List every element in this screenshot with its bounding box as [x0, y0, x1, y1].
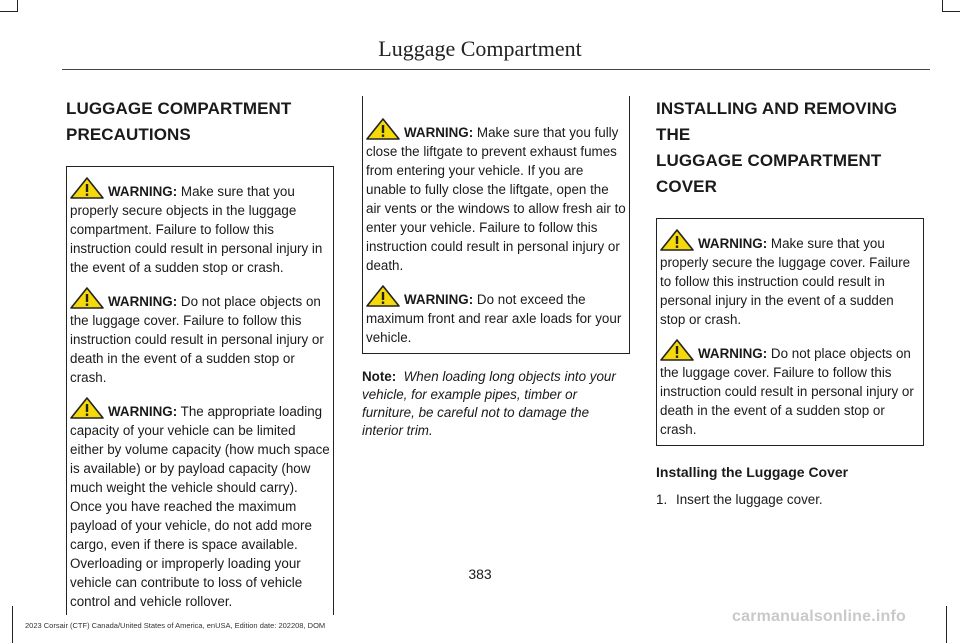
warning-triangle-icon	[366, 118, 400, 140]
crop-mark	[942, 11, 960, 12]
crop-mark	[0, 11, 18, 12]
page-number: 383	[468, 566, 492, 582]
warning-item: WARNING: Make sure that you fully close the liftgate to prevent exhaust fumes from entering your vehicle. If you are unable to fully close the liftgate, open the air vents or the windows to allow fresh air to enter your vehicle. Failure to follow this instruction could result in personal injury or death.	[366, 118, 626, 275]
warning-item: WARNING: Do not place objects on the luggage cover. Failure to follow this instruction could result in personal injury or death in the event of a sudden stop or crash.	[70, 287, 330, 387]
warning-triangle-icon	[660, 339, 694, 361]
warning-triangle-icon	[660, 229, 694, 251]
edition-footer: 2023 Corsair (CTF) Canada/United States of America, enUSA, Edition date: 202208, DOM	[25, 621, 326, 630]
note-paragraph: Note: When loading long objects into your vehicle, for example pipes, timber or furniture, be careful not to damage the interior trim.	[362, 369, 616, 438]
section-heading-precautions: LUGGAGE COMPARTMENT PRECAUTIONS	[66, 99, 292, 144]
column-precautions	[66, 96, 334, 615]
subheading-installing: Installing the Luggage Cover	[656, 464, 849, 480]
header-divider	[62, 69, 930, 70]
crop-mark	[17, 0, 18, 12]
page-title: Luggage Compartment	[378, 36, 582, 61]
section-heading-luggage-cover: INSTALLING AND REMOVING THE LUGGAGE COMPARTMENT COVER	[656, 99, 898, 196]
warning-triangle-icon	[70, 397, 104, 419]
crop-mark	[946, 606, 947, 643]
column-luggage-cover	[656, 96, 924, 507]
warning-triangle-icon	[70, 287, 104, 309]
warning-box	[656, 218, 924, 446]
warning-item: WARNING: Do not place objects on the luggage cover. Failure to follow this instruction could result in personal injury or death in the event of a sudden stop or crash.	[660, 339, 920, 439]
warning-triangle-icon	[366, 285, 400, 307]
step-item: 1. Insert the luggage cover.	[656, 492, 823, 507]
column-continued-warnings	[362, 96, 630, 440]
warning-item: WARNING: Do not exceed the maximum front and rear axle loads for your vehicle.	[366, 285, 626, 347]
warning-box	[362, 96, 630, 354]
warning-item: WARNING: Make sure that you properly secure objects in the luggage compartment. Failure to follow this instruction could result in personal injury in the event of a sudden stop or crash.	[70, 177, 330, 277]
warning-item: WARNING: Make sure that you properly secure the luggage cover. Failure to follow this instruction could result in personal injury in the event of a sudden stop or crash.	[660, 229, 920, 329]
crop-mark	[942, 0, 943, 12]
warning-box	[66, 166, 334, 615]
watermark: carmanualsonline.info	[732, 608, 907, 625]
warning-item: WARNING: The appropriate loading capacity of your vehicle can be limited either by volume capacity (how much space is available) or by payload capacity (how much weight the vehicle should carry). Once you have reached the maximum payload of your vehicle, do not add more cargo, even if there is space available. Overloading or improperly loading your vehicle can contribute to loss of vehicle control and vehicle rollover.	[70, 397, 330, 611]
crop-mark	[12, 606, 13, 643]
warning-triangle-icon	[70, 177, 104, 199]
